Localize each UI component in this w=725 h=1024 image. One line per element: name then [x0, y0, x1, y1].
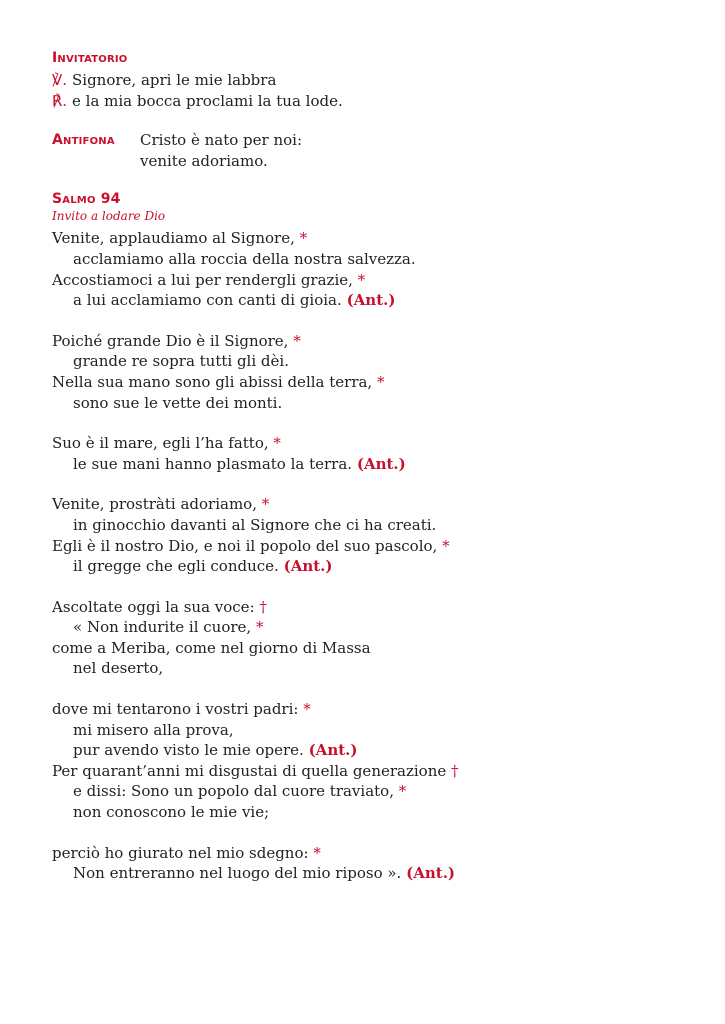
response-mark: ℟. [52, 91, 68, 110]
verse-text: Non entreranno nel luogo del mio riposo ». [73, 864, 402, 883]
verse-text: il gregge che egli conduce. [73, 557, 279, 576]
verse-text: grande re sopra tutti gli dèi. [73, 352, 289, 371]
pause-mark: * [398, 782, 407, 801]
verse-text: sono sue le vette dei monti. [73, 393, 283, 412]
pause-mark: * [313, 843, 321, 862]
verse-text: mi misero alla prova, [73, 720, 234, 739]
verse-line [52, 351, 692, 372]
verse-text: acclamiamo alla roccia della nostra salvezza. [73, 249, 416, 268]
versicle-block [52, 70, 692, 111]
pause-mark: * [273, 434, 281, 453]
response-text: e la mia bocca proclami la tua lode. [72, 91, 343, 110]
antiphon-repeat-mark: (Ant.) [356, 454, 406, 473]
pause-mark: * [255, 618, 264, 637]
verse-text: le sue mani hanno plasmato la terra. [73, 454, 353, 473]
psalm-stanza [52, 228, 692, 310]
psalm-subtitle: Invito a lodare Dio [52, 209, 166, 224]
verse-line [52, 699, 692, 720]
verse-line [52, 843, 692, 864]
verse-line [52, 270, 692, 291]
pause-mark: * [299, 229, 308, 248]
antiphon-block [52, 130, 692, 171]
psalm-stanzas [52, 228, 692, 883]
verse-line [52, 331, 692, 352]
verse-line [52, 249, 692, 270]
verse-text: a lui acclamiamo con canti di gioia. [73, 291, 342, 310]
verse-text: perciò ho giurato nel mio sdegno: [52, 843, 309, 862]
pause-mark: † [451, 761, 459, 780]
verse-line [52, 597, 692, 618]
antiphon-repeat-mark: (Ant.) [308, 741, 358, 760]
pause-mark: * [303, 700, 311, 719]
verse-line [52, 781, 692, 802]
verse-line [52, 802, 692, 823]
verse-line [52, 372, 692, 393]
verse-text: Venite, applaudiamo al Signore, [52, 229, 295, 248]
antiphon-repeat-mark: (Ant.) [406, 864, 456, 883]
verse-text: non conoscono le mie vie; [73, 803, 270, 822]
verse-line [52, 393, 692, 414]
verse-line [52, 638, 692, 659]
verse-line [52, 290, 692, 311]
versicle-mark: ℣. [52, 71, 68, 89]
verse-text: pur avendo visto le mie opere. [73, 741, 304, 760]
verse-text: Egli è il nostro Dio, e noi il popolo del suo pascolo, [52, 536, 438, 555]
response-line [52, 91, 692, 112]
verse-text: Accostiamoci a lui per rendergli grazie, [52, 270, 353, 289]
psalm-title: Salmo 94 [52, 191, 121, 208]
antiphon-heading: Antifona [52, 132, 115, 149]
pause-mark: * [376, 372, 385, 391]
verse-line [52, 515, 692, 536]
verse-text: e dissi: Sono un popolo dal cuore traviato, [73, 782, 394, 801]
verse-line [52, 617, 692, 638]
versicle-text: Signore, apri le mie labbra [72, 71, 277, 89]
verse-text: come a Meriba, come nel giorno di Massa [52, 638, 371, 657]
pause-mark: * [261, 495, 270, 514]
verse-line [52, 720, 692, 741]
antiphon-line: Cristo è nato per noi: [140, 131, 303, 150]
verse-line [52, 228, 692, 249]
verse-text: « Non indurite il cuore, [73, 618, 252, 637]
antiphon-text [140, 130, 302, 171]
pause-mark: * [442, 536, 450, 555]
psalm-stanza [52, 331, 692, 413]
verse-text: Nella sua mano sono gli abissi della terra, [52, 372, 373, 391]
psalm-stanza [52, 699, 692, 823]
verse-text: Poiché grande Dio è il Signore, [52, 331, 289, 350]
verse-text: Ascoltate oggi la sua voce: [52, 597, 255, 616]
psalm-stanza [52, 843, 692, 884]
invitatory-heading: Invitatorio [52, 50, 128, 66]
psalm-stanza [52, 597, 692, 679]
antiphon-repeat-mark: (Ant.) [283, 557, 333, 576]
versicle-line [52, 70, 692, 91]
pause-mark: † [259, 597, 267, 616]
verse-line [52, 863, 692, 884]
verse-text: Suo è il mare, egli l’ha fatto, [52, 434, 269, 453]
verse-line [52, 658, 692, 679]
psalm-page [52, 50, 692, 904]
psalm-stanza [52, 433, 692, 474]
verse-line [52, 556, 692, 577]
psalm-stanza [52, 494, 692, 576]
verse-line [52, 761, 692, 782]
verse-line [52, 536, 692, 557]
verse-line [52, 433, 692, 454]
antiphon-line: venite adoriamo. [140, 151, 268, 170]
verse-line [52, 454, 692, 475]
antiphon-repeat-mark: (Ant.) [346, 291, 396, 310]
pause-mark: * [293, 331, 301, 350]
verse-line [52, 740, 692, 761]
verse-line [52, 494, 692, 515]
verse-text: Venite, prostràti adoriamo, [52, 495, 257, 514]
verse-text: nel deserto, [73, 659, 164, 678]
verse-text: dove mi tentarono i vostri padri: [52, 700, 299, 719]
verse-text: Per quarant’anni mi disgustai di quella generazione [52, 761, 447, 780]
verse-text: in ginocchio davanti al Signore che ci ha creati. [73, 515, 437, 534]
pause-mark: * [357, 270, 366, 289]
